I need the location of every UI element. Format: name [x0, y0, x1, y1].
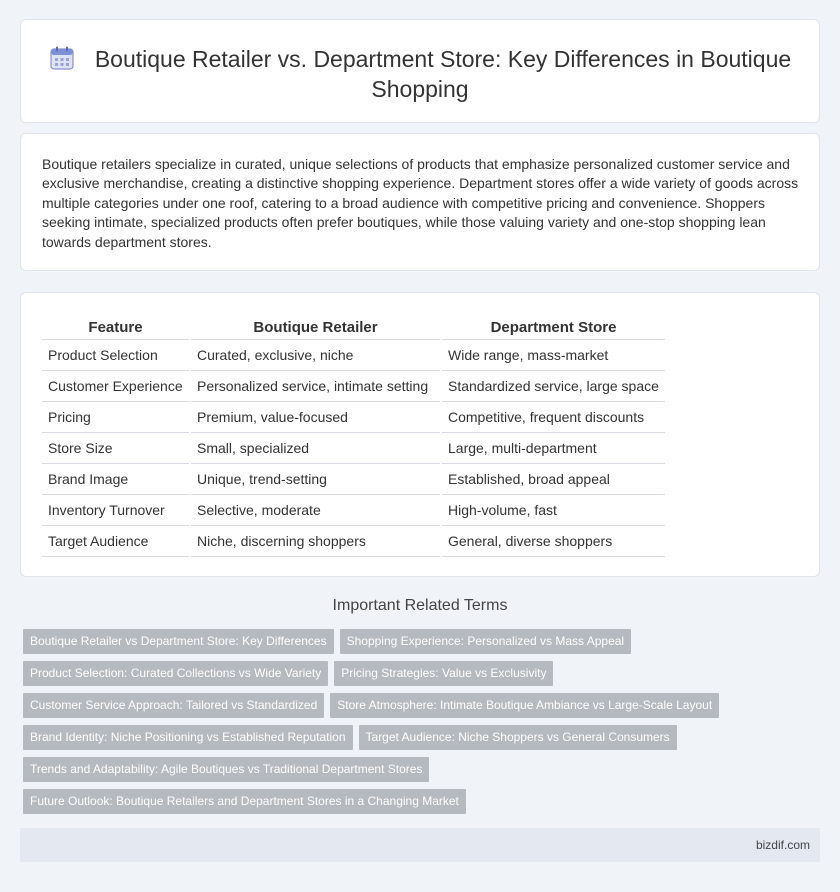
department-cell: Competitive, frequent discounts — [441, 401, 665, 432]
intro-card — [20, 133, 820, 271]
feature-cell: Inventory Turnover — [42, 494, 190, 525]
table-row — [42, 525, 665, 556]
department-cell: Wide range, mass-market — [441, 339, 665, 370]
related-term-tag[interactable]: Shopping Experience: Personalized vs Mass Appeal — [340, 629, 632, 654]
table-row — [42, 401, 665, 432]
related-term-tag[interactable]: Customer Service Approach: Tailored vs Standardized — [23, 693, 324, 718]
related-terms-row — [23, 693, 743, 725]
related-term-tag[interactable]: Boutique Retailer vs Department Store: Key Differences — [23, 629, 334, 654]
header-feature: Feature — [42, 315, 190, 339]
feature-cell: Product Selection — [42, 339, 190, 370]
header-card — [20, 19, 820, 123]
related-terms-title: Important Related Terms — [332, 597, 508, 614]
feature-cell: Brand Image — [42, 463, 190, 494]
boutique-cell: Selective, moderate — [190, 494, 441, 525]
related-term-tag[interactable]: Trends and Adaptability: Agile Boutiques vs Traditional Department Stores — [23, 757, 429, 782]
related-term-tag[interactable]: Pricing Strategies: Value vs Exclusivity — [334, 661, 553, 686]
department-cell: Established, broad appeal — [441, 463, 665, 494]
related-terms-row — [23, 725, 743, 757]
department-cell: Large, multi-department — [441, 432, 665, 463]
header-department: Department Store — [441, 315, 665, 339]
page-title-wrap — [21, 44, 819, 104]
boutique-cell: Small, specialized — [190, 432, 441, 463]
comparison-card — [20, 292, 820, 577]
boutique-cell: Niche, discerning shoppers — [190, 525, 441, 556]
department-cell: General, diverse shoppers — [441, 525, 665, 556]
related-terms-list — [23, 629, 743, 821]
boutique-cell: Curated, exclusive, niche — [190, 339, 441, 370]
page-title: Boutique Retailer vs. Department Store: Key Differences in Boutique Shopping — [94, 46, 792, 102]
department-cell: High-volume, fast — [441, 494, 665, 525]
feature-cell: Customer Experience — [42, 370, 190, 401]
department-cell: Standardized service, large space — [441, 370, 665, 401]
boutique-cell: Unique, trend-setting — [190, 463, 441, 494]
intro-paragraph: Boutique retailers specialize in curated, unique selections of products that emphasize personalized customer service and exclusive merchandise, creating a distinctive shopping experience. Department stores offer a wide variety of goods across multiple categories under one roof, catering to a broad audience with competitive pricing and convenience. Shoppers seeking intimate, specialized products often prefer boutiques, while those valuing variety and one-stop shopping lean towards department stores. — [42, 156, 799, 250]
feature-cell: Target Audience — [42, 525, 190, 556]
table-row — [42, 494, 665, 525]
related-term-tag[interactable]: Brand Identity: Niche Positioning vs Established Reputation — [23, 725, 353, 750]
boutique-cell: Personalized service, intimate setting — [190, 370, 441, 401]
table-row — [42, 432, 665, 463]
boutique-cell: Premium, value-focused — [190, 401, 441, 432]
feature-cell: Pricing — [42, 401, 190, 432]
table-row — [42, 463, 665, 494]
footer-brand[interactable]: bizdif.com — [755, 838, 810, 852]
calendar-icon — [49, 45, 75, 71]
related-terms-row — [23, 661, 743, 693]
related-term-tag[interactable]: Future Outlook: Boutique Retailers and Department Stores in a Changing Market — [23, 789, 466, 814]
related-terms-row — [23, 789, 743, 821]
related-term-tag[interactable]: Product Selection: Curated Collections vs Wide Variety — [23, 661, 328, 686]
related-terms-row — [23, 757, 743, 789]
feature-cell: Store Size — [42, 432, 190, 463]
related-terms-row — [23, 629, 743, 661]
footer — [20, 828, 820, 862]
table-header-row — [42, 315, 665, 339]
related-term-tag[interactable]: Store Atmosphere: Intimate Boutique Ambiance vs Large-Scale Layout — [330, 693, 719, 718]
table-row — [42, 339, 665, 370]
table-row — [42, 370, 665, 401]
related-term-tag[interactable]: Target Audience: Niche Shoppers vs General Consumers — [359, 725, 677, 750]
header-boutique: Boutique Retailer — [190, 315, 441, 339]
comparison-table — [42, 315, 665, 557]
